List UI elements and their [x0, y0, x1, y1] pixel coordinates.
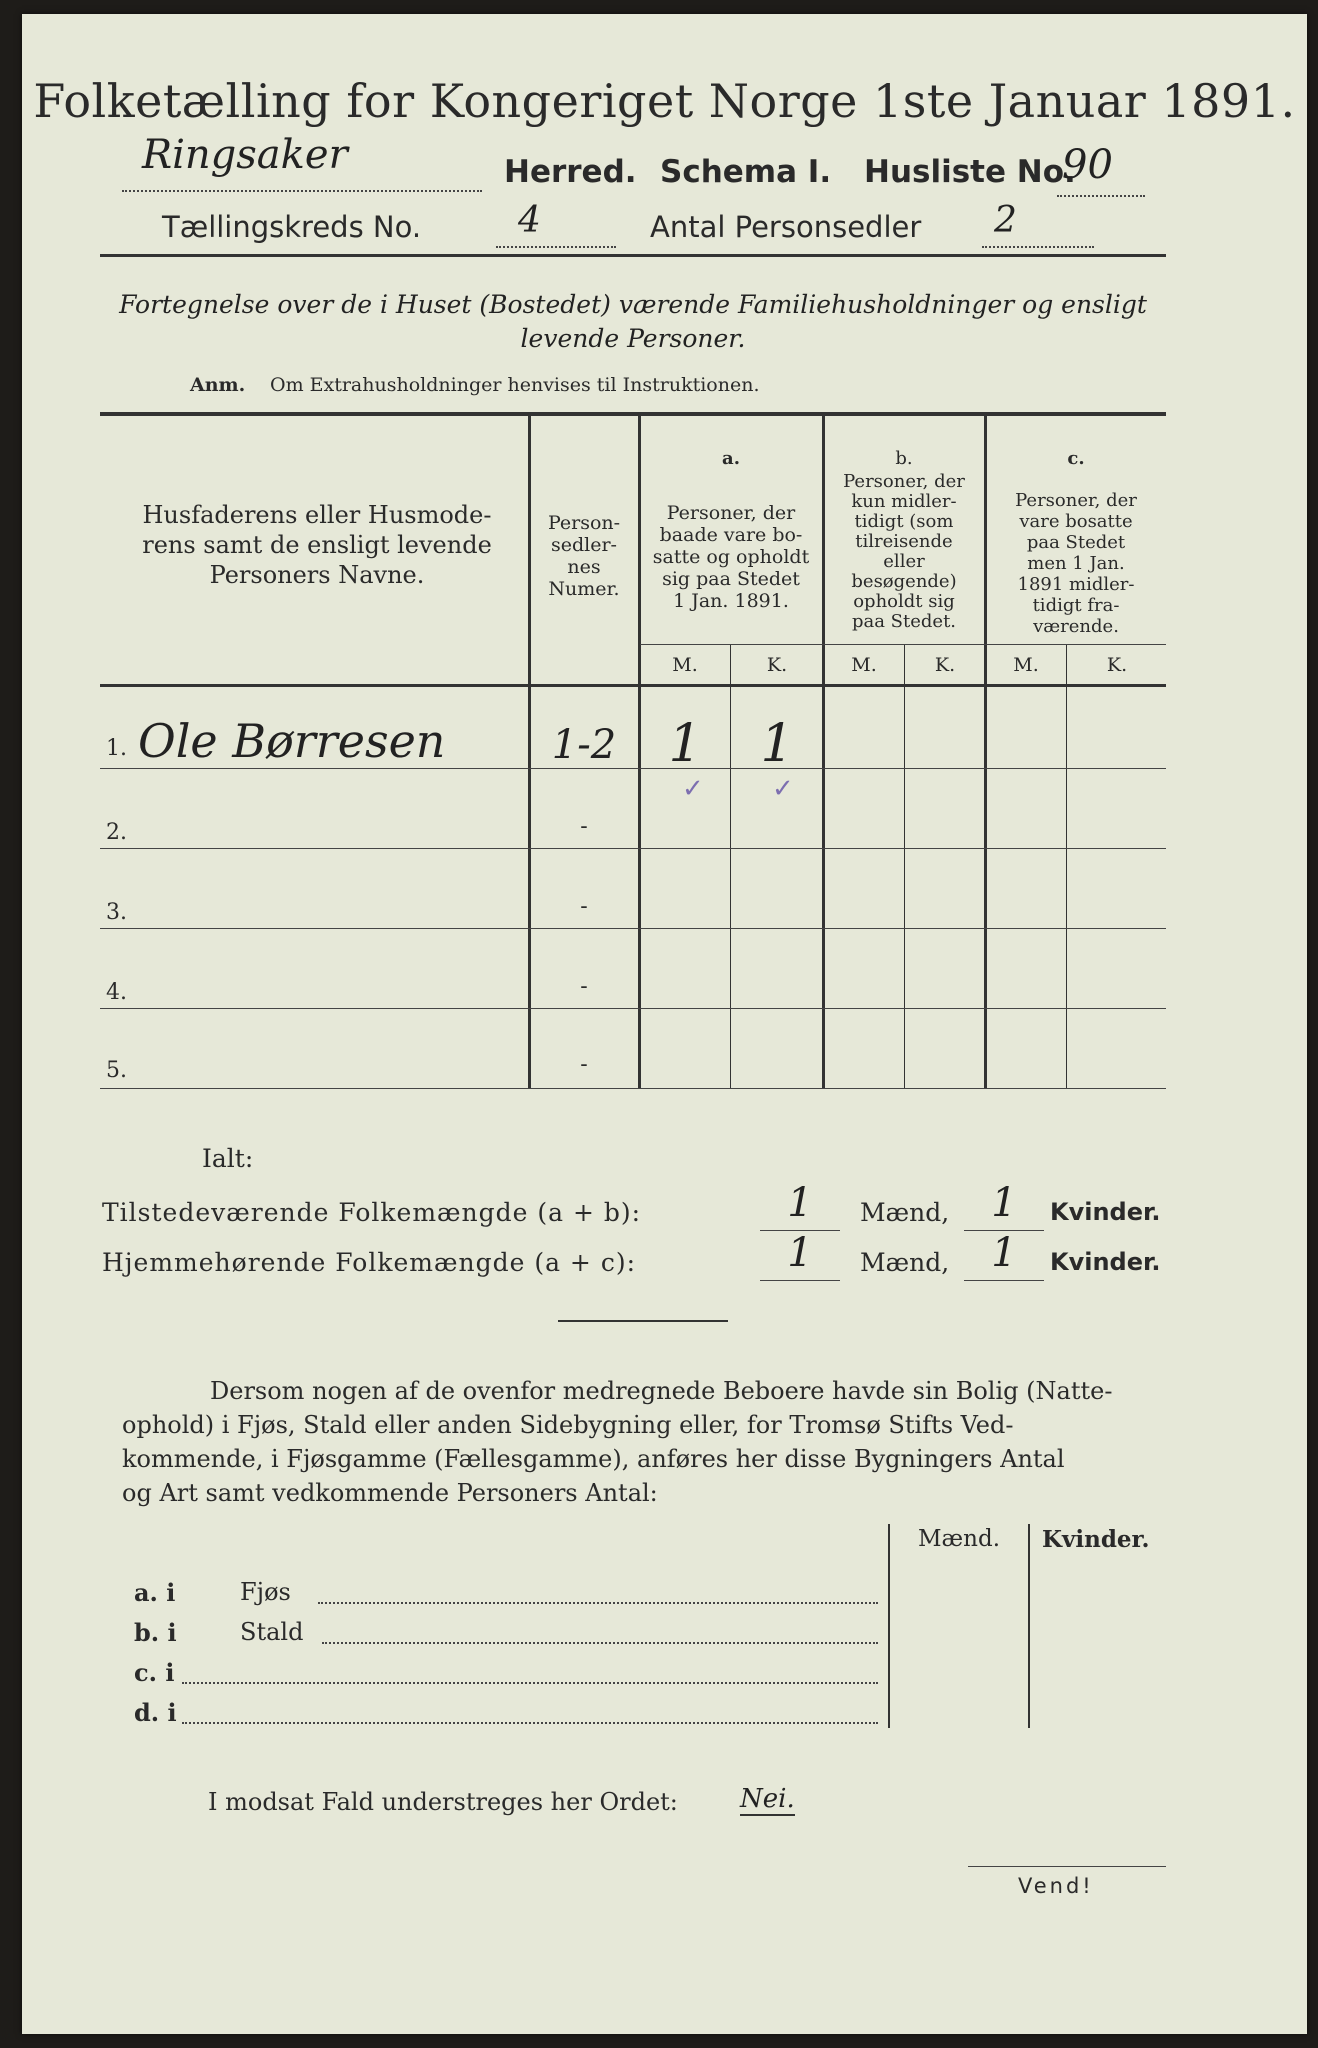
bolig-c-dots: [182, 1674, 878, 1684]
anm-text: Om Extrahusholdninger henvises til Instruktionen.: [270, 374, 760, 396]
hjemme-kvinder: Kvinder.: [1050, 1248, 1161, 1276]
table-bottom-rule: [100, 1088, 1166, 1089]
row-3-number: -: [580, 894, 588, 919]
form-title: Folketælling for Kongeriget Norge 1ste Januar 1891.: [33, 74, 1296, 128]
header-a-letter: a.: [722, 448, 740, 469]
tilstede-k-value: 1: [991, 1180, 1017, 1226]
taellingskreds-label: Tællingskreds No.: [162, 210, 422, 244]
row-1-number: 1-2: [551, 722, 617, 768]
row-rule-4: [100, 1008, 1166, 1009]
header-a: Personer, der baade vare bo- satte og opholdt sig paa Stedet 1 Jan. 1891.: [652, 502, 810, 612]
header-number: Person- sedler- nes Numer.: [547, 512, 621, 600]
bolig-b-letter: b. i: [134, 1618, 177, 1647]
bolig-paragraph: Dersom nogen af de ovenfor medregnede Beboere havde sin Bolig (Natte- ophold) i Fjøs, Stald eller anden Sidebygning eller, for Tromsø Stifts Ved- kommende, i Fjøsgamme (Fællesgamme), anføres her disse Bygningers Antal og Art samt vedkommende Personers Antal:: [122, 1377, 1113, 1507]
check-mark-icon: ✓: [682, 774, 704, 804]
bolig-col-kvinder: Kvinder.: [1042, 1526, 1150, 1553]
row-rule-1: [100, 768, 1166, 769]
taellingskreds-value: 4: [518, 200, 541, 241]
hjemme-m-line: [760, 1280, 840, 1281]
subcol-c: [1066, 644, 1067, 1088]
row-number-3: 3.: [106, 900, 127, 925]
separator-rule: [558, 1320, 728, 1322]
modsat-text: I modsat Fald understreges her Ordet:: [208, 1788, 678, 1816]
ialt-label: Ialt:: [202, 1144, 254, 1173]
header-b: Personer, der kun midler- tidigt (som tilreisende eller besøgende) opholdt sig paa Stedet.: [843, 471, 965, 632]
bolig-col-divider-1: [888, 1524, 890, 1728]
row-4-number: -: [580, 974, 588, 999]
sub-c-m: M.: [1013, 654, 1039, 676]
hjemme-k-value: 1: [991, 1230, 1017, 1276]
vend-rule: [968, 1866, 1166, 1867]
hjemme-maend: Mænd,: [860, 1248, 950, 1277]
subcol-b: [904, 644, 905, 1088]
bolig-d-letter: d. i: [134, 1698, 177, 1727]
bolig-col-maend: Mænd.: [918, 1526, 1001, 1552]
vend-text: Vend!: [1018, 1874, 1094, 1898]
row-number-5: 5.: [106, 1058, 127, 1083]
check-mark-icon: ✓: [772, 774, 794, 804]
tilstede-kvinder: Kvinder.: [1050, 1198, 1161, 1226]
hjemme-m-value: 1: [787, 1230, 813, 1276]
intro-line-2: levende Personer.: [520, 324, 746, 353]
header-c-letter: c.: [1067, 448, 1085, 469]
row-number-2: 2.: [106, 820, 127, 845]
tilstede-m-value: 1: [787, 1180, 813, 1226]
row-number-4: 4.: [106, 980, 127, 1005]
census-form-page: [22, 14, 1307, 2034]
subcol-a: [730, 644, 731, 1088]
table-top-rule: [100, 412, 1166, 416]
bolig-col-divider-2: [1028, 1524, 1030, 1728]
bolig-b-label: Stald: [240, 1618, 304, 1646]
row-1-a-k: 1: [760, 714, 794, 774]
herred-value: Ringsaker: [142, 132, 348, 178]
bolig-d-dots: [182, 1714, 878, 1724]
bolig-a-letter: a. i: [134, 1578, 176, 1607]
husliste-label: Husliste No.: [864, 154, 1076, 190]
table-header-rule: [100, 684, 1166, 687]
sub-b-m: M.: [851, 654, 877, 676]
tilstede-label: Tilstedeværende Folkemængde (a + b):: [102, 1198, 642, 1227]
hjemme-k-line: [964, 1280, 1044, 1281]
row-5-number: -: [580, 1052, 588, 1077]
taellingskreds-field: [496, 214, 616, 248]
tilstede-maend: Mænd,: [860, 1198, 950, 1227]
sub-a-k: K.: [766, 654, 788, 676]
anm-label: Anm.: [190, 374, 246, 396]
bolig-c-letter: c. i: [134, 1658, 175, 1687]
intro-line-1: Fortegnelse over de i Huset (Bostedet) værende Familiehusholdninger og ensligt: [119, 290, 1147, 319]
row-rule-2: [100, 848, 1166, 849]
sub-b-k: K.: [934, 654, 956, 676]
sub-a-m: M.: [672, 654, 698, 676]
bolig-b-dots: [322, 1634, 878, 1644]
row-2-number: -: [580, 814, 588, 839]
antal-value: 2: [994, 200, 1017, 241]
bolig-a-label: Fjøs: [240, 1578, 291, 1606]
row-1-a-m: 1: [668, 714, 702, 774]
schema-label: Schema I.: [660, 154, 832, 190]
antal-label: Antal Personsedler: [650, 210, 922, 244]
nei-word: Nei.: [740, 1784, 795, 1814]
row-number-1: 1.: [106, 736, 127, 761]
herred-label: Herred.: [504, 154, 637, 190]
row-rule-3: [100, 928, 1166, 929]
header-rule: [100, 254, 1166, 257]
hjemme-label: Hjemmehørende Folkemængde (a + c):: [102, 1248, 636, 1277]
mk-rule: [640, 644, 1166, 645]
header-b-letter: b.: [895, 448, 913, 469]
header-names: Husfaderens eller Husmode- rens samt de ensligt levende Personers Navne.: [142, 501, 492, 589]
bolig-a-dots: [318, 1594, 878, 1604]
sub-c-k: K.: [1106, 654, 1128, 676]
row-1-name: Ole Børresen: [138, 714, 446, 768]
header-c: Personer, der vare bosatte paa Stedet men 1 Jan. 1891 midler- tidigt fra- værende.: [1015, 490, 1137, 637]
husliste-value: 90: [1062, 142, 1113, 188]
